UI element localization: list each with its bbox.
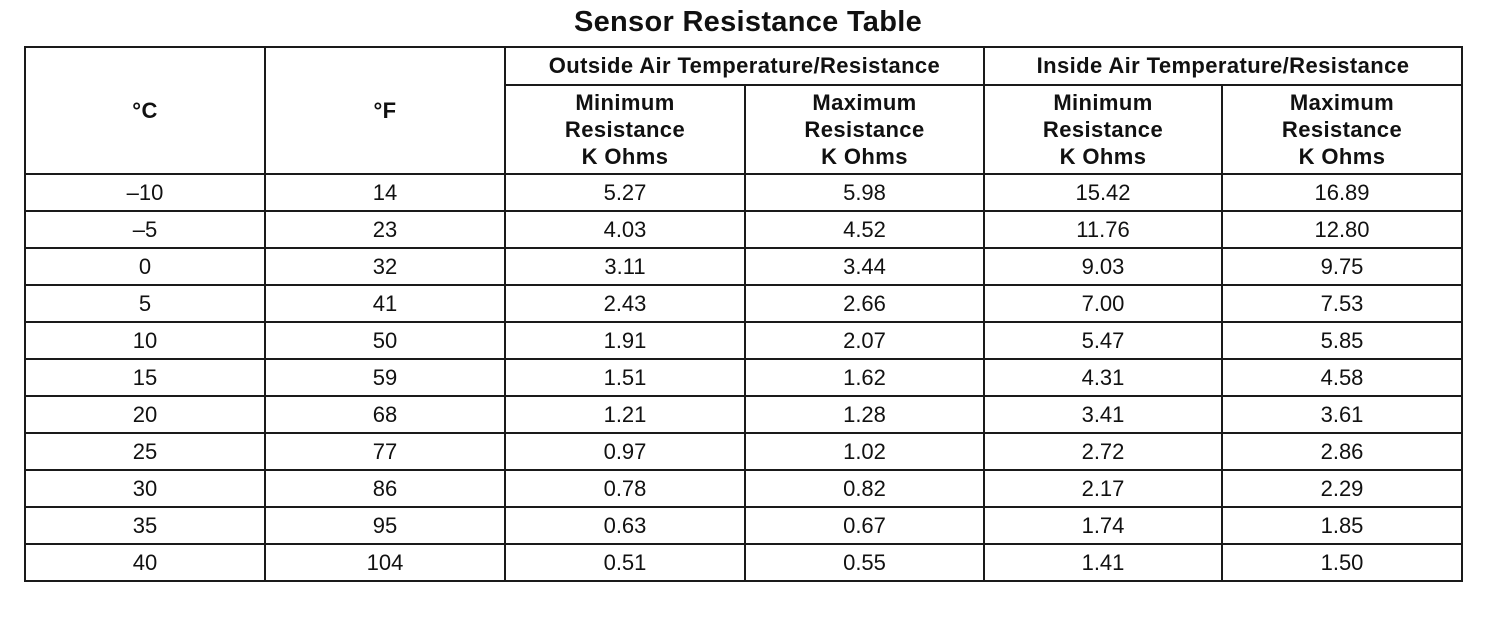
outside-min-cell: 5.27 <box>505 174 745 211</box>
celsius-header: °C <box>25 47 265 174</box>
outside-min-cell: 0.51 <box>505 544 745 581</box>
table-body <box>25 174 1462 581</box>
outside-max-cell: 2.07 <box>745 322 984 359</box>
fahrenheit-cell: 59 <box>265 359 505 396</box>
table-row <box>25 544 1462 581</box>
table-row <box>25 322 1462 359</box>
table-header <box>25 47 1462 174</box>
celsius-cell: 15 <box>25 359 265 396</box>
outside-max-cell: 2.66 <box>745 285 984 322</box>
header-line-minimum: Minimum <box>575 90 675 115</box>
fahrenheit-cell: 14 <box>265 174 505 211</box>
inside-max-cell: 2.86 <box>1222 433 1462 470</box>
table-row <box>25 174 1462 211</box>
table-row <box>25 396 1462 433</box>
table-row <box>25 507 1462 544</box>
inside-min-resistance-header <box>984 85 1222 174</box>
outside-min-cell: 1.21 <box>505 396 745 433</box>
inside-max-cell: 9.75 <box>1222 248 1462 285</box>
inside-max-cell: 2.29 <box>1222 470 1462 507</box>
fahrenheit-cell: 68 <box>265 396 505 433</box>
inside-max-resistance-header <box>1222 85 1462 174</box>
celsius-cell: 10 <box>25 322 265 359</box>
celsius-cell: 35 <box>25 507 265 544</box>
outside-max-cell: 0.67 <box>745 507 984 544</box>
celsius-cell: 40 <box>25 544 265 581</box>
inside-max-cell: 7.53 <box>1222 285 1462 322</box>
celsius-cell: 30 <box>25 470 265 507</box>
fahrenheit-header: °F <box>265 47 505 174</box>
inside-air-group-header: Inside Air Temperature/Resistance <box>984 47 1462 85</box>
header-line-minimum: Minimum <box>1053 90 1153 115</box>
table-row <box>25 470 1462 507</box>
outside-min-cell: 2.43 <box>505 285 745 322</box>
celsius-cell: 20 <box>25 396 265 433</box>
inside-min-cell: 11.76 <box>984 211 1222 248</box>
outside-max-cell: 0.55 <box>745 544 984 581</box>
inside-min-cell: 5.47 <box>984 322 1222 359</box>
table-row <box>25 359 1462 396</box>
inside-min-cell: 2.17 <box>984 470 1222 507</box>
sensor-resistance-table <box>24 46 1463 582</box>
outside-min-cell: 1.51 <box>505 359 745 396</box>
outside-max-cell: 3.44 <box>745 248 984 285</box>
header-line-resistance: Resistance <box>1281 117 1403 142</box>
header-line-kohms: K Ohms <box>821 144 908 169</box>
fahrenheit-cell: 86 <box>265 470 505 507</box>
outside-max-cell: 1.28 <box>745 396 984 433</box>
table-title: Sensor Resistance Table <box>573 6 923 38</box>
inside-max-cell: 4.58 <box>1222 359 1462 396</box>
inside-min-cell: 3.41 <box>984 396 1222 433</box>
outside-air-group-header: Outside Air Temperature/Resistance <box>505 47 984 85</box>
outside-max-cell: 4.52 <box>745 211 984 248</box>
header-line-resistance: Resistance <box>1042 117 1164 142</box>
outside-min-resistance-header <box>505 85 745 174</box>
outside-max-cell: 0.82 <box>745 470 984 507</box>
outside-min-cell: 0.63 <box>505 507 745 544</box>
celsius-cell: 5 <box>25 285 265 322</box>
outside-max-resistance-header <box>745 85 984 174</box>
table-row <box>25 211 1462 248</box>
fahrenheit-cell: 41 <box>265 285 505 322</box>
header-line-kohms: K Ohms <box>1298 144 1386 169</box>
inside-min-cell: 2.72 <box>984 433 1222 470</box>
header-line-resistance: Resistance <box>564 117 686 142</box>
outside-max-cell: 5.98 <box>745 174 984 211</box>
fahrenheit-cell: 50 <box>265 322 505 359</box>
header-line-maximum: Maximum <box>812 90 917 115</box>
inside-min-cell: 1.41 <box>984 544 1222 581</box>
outside-min-cell: 3.11 <box>505 248 745 285</box>
header-line-resistance: Resistance <box>804 117 925 142</box>
inside-max-cell: 1.85 <box>1222 507 1462 544</box>
header-line-kohms: K Ohms <box>581 144 669 169</box>
inside-max-cell: 12.80 <box>1222 211 1462 248</box>
celsius-cell: 25 <box>25 433 265 470</box>
inside-max-cell: 3.61 <box>1222 396 1462 433</box>
header-line-kohms: K Ohms <box>1059 144 1147 169</box>
outside-min-cell: 0.97 <box>505 433 745 470</box>
inside-min-cell: 4.31 <box>984 359 1222 396</box>
outside-max-cell: 1.62 <box>745 359 984 396</box>
outside-min-cell: 0.78 <box>505 470 745 507</box>
outside-min-cell: 4.03 <box>505 211 745 248</box>
celsius-cell: 0 <box>25 248 265 285</box>
header-line-maximum: Maximum <box>1289 90 1395 115</box>
fahrenheit-cell: 95 <box>265 507 505 544</box>
table-row <box>25 285 1462 322</box>
fahrenheit-cell: 104 <box>265 544 505 581</box>
inside-max-cell: 5.85 <box>1222 322 1462 359</box>
inside-min-cell: 15.42 <box>984 174 1222 211</box>
inside-min-cell: 7.00 <box>984 285 1222 322</box>
celsius-cell: –10 <box>25 174 265 211</box>
inside-min-cell: 9.03 <box>984 248 1222 285</box>
inside-min-cell: 1.74 <box>984 507 1222 544</box>
table-row <box>25 433 1462 470</box>
inside-max-cell: 1.50 <box>1222 544 1462 581</box>
celsius-cell: –5 <box>25 211 265 248</box>
outside-max-cell: 1.02 <box>745 433 984 470</box>
outside-min-cell: 1.91 <box>505 322 745 359</box>
fahrenheit-cell: 32 <box>265 248 505 285</box>
fahrenheit-cell: 23 <box>265 211 505 248</box>
inside-max-cell: 16.89 <box>1222 174 1462 211</box>
fahrenheit-cell: 77 <box>265 433 505 470</box>
table-row <box>25 248 1462 285</box>
